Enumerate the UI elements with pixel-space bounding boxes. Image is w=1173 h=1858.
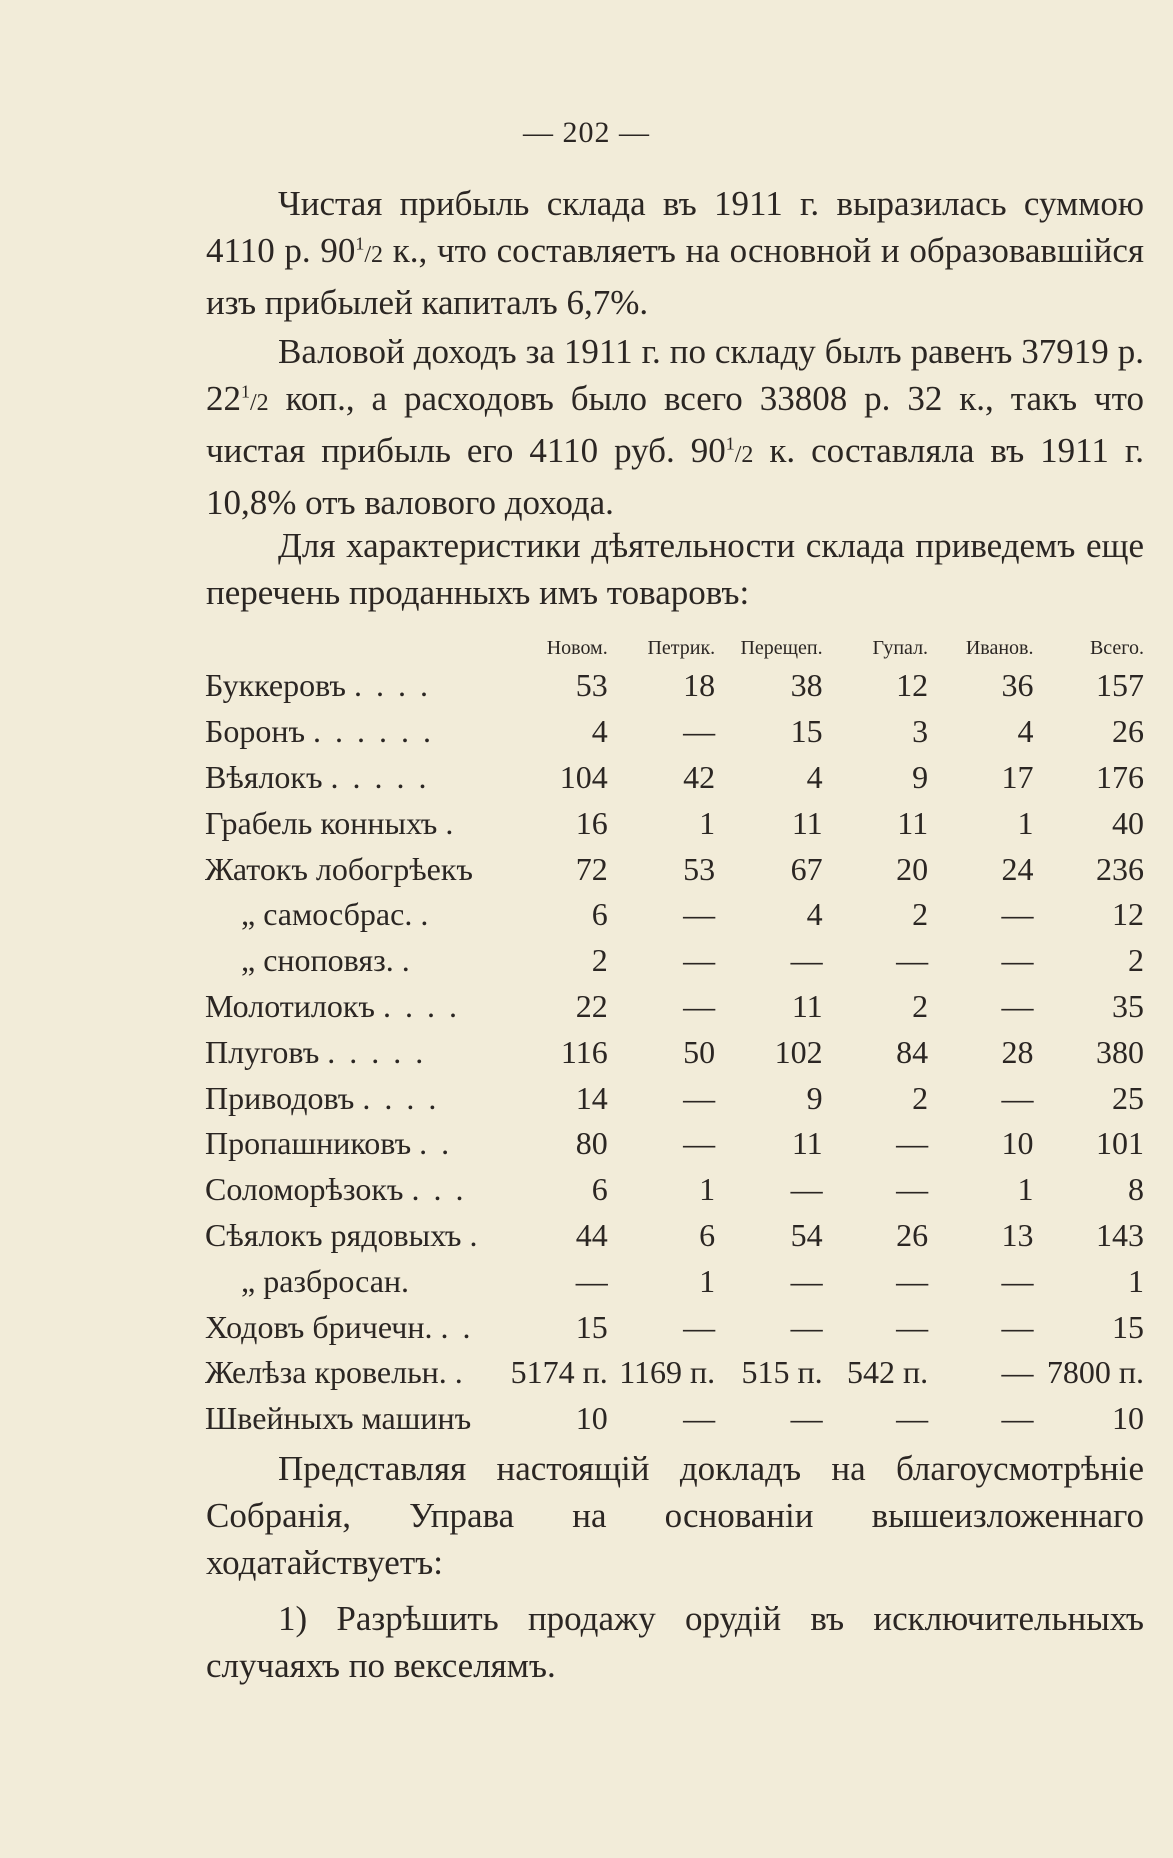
cell-value: 20 <box>896 850 929 887</box>
cell-value: 15 <box>790 713 823 750</box>
cell-value: 104 <box>559 758 608 795</box>
cell-value: 5174 п. <box>510 1354 608 1391</box>
row-name-cell <box>205 938 506 984</box>
cell-value: 10 <box>1112 1400 1144 1437</box>
cell-value: — <box>1001 1262 1034 1299</box>
cell-value: 22 <box>575 987 608 1024</box>
row-name-cell <box>205 1167 506 1213</box>
cell-value: 2 <box>591 942 608 979</box>
cell-value: 6 <box>591 1171 608 1208</box>
row-name-cell <box>205 800 506 846</box>
p4-text: Представляя настоящій докладъ на благоусмотрѣніе Собранія, Управа на основаніи вышеизложеннаго ходатайствуетъ: <box>206 1449 1144 1582</box>
cell-value: — <box>790 1400 823 1437</box>
cell-value: 3 <box>912 713 929 750</box>
cell-value: — <box>683 1125 716 1162</box>
cell-value: — <box>790 942 823 979</box>
paragraph-item-1 <box>206 1595 1144 1689</box>
cell-value: 26 <box>896 1216 929 1253</box>
cell-value: 2 <box>912 896 929 933</box>
fraction-numerator: 1 <box>725 433 735 454</box>
cell-value: 16 <box>575 804 608 841</box>
table-row <box>205 1167 1150 1213</box>
row-name-cell <box>205 1029 506 1075</box>
cell-value: 1 <box>1017 804 1034 841</box>
cell-value: 28 <box>1001 1033 1034 1070</box>
p1-text-a: Чистая прибыль склада въ 1911 г. выразилась суммою 4110 р. 90 <box>206 184 1144 270</box>
cell-value: — <box>683 1308 716 1345</box>
cell-value: — <box>896 1308 929 1345</box>
row-name: Вѣялокъ <box>205 758 323 795</box>
row-leader-dots: . . . . . <box>327 1033 427 1070</box>
p2-text-b: коп., а расходовъ было всего 33808 р. 32 к., такъ что чистая прибыль его 4110 руб. 90 <box>206 379 1144 470</box>
table-row <box>205 800 1150 846</box>
cell-value: 35 <box>1112 987 1144 1024</box>
cell-value: — <box>790 1308 823 1345</box>
row-name: „ сноповяз. <box>241 942 394 979</box>
row-name-cell <box>205 1213 506 1259</box>
cell-value: — <box>1001 1308 1034 1345</box>
cell-value: 13 <box>1001 1216 1034 1253</box>
row-leader-dots: . <box>445 804 457 841</box>
cell-value: 143 <box>1096 1216 1144 1253</box>
row-name-cell <box>205 1121 506 1167</box>
p2-text-c: к. составляла въ 1911 г. 10,8% отъ валового дохода. <box>206 431 1144 522</box>
cell-value: 24 <box>1001 850 1034 887</box>
header-col: Петрик. <box>647 636 716 659</box>
header-col: Перещеп. <box>740 636 823 659</box>
cell-value: — <box>896 1262 929 1299</box>
table-row <box>205 1213 1150 1259</box>
table-row <box>205 1121 1150 1167</box>
row-name: Пропашниковъ <box>205 1125 412 1162</box>
cell-value: 42 <box>683 758 716 795</box>
table-row <box>205 1304 1150 1350</box>
cell-value: 1 <box>699 1171 716 1208</box>
table-row <box>205 1075 1150 1121</box>
p3-text: Для характеристики дѣятельности склада приведемъ еще перечень проданныхъ имъ товаровъ: <box>206 526 1144 612</box>
cell-value: — <box>683 987 716 1024</box>
cell-value: — <box>575 1262 608 1299</box>
cell-value: 12 <box>1112 896 1144 933</box>
table-row <box>205 663 1150 709</box>
cell-value: 4 <box>806 758 823 795</box>
row-name-cell <box>205 709 506 755</box>
cell-value: 11 <box>791 1125 823 1162</box>
goods-sold-table <box>205 633 1150 1442</box>
table-row <box>205 755 1150 801</box>
row-name: Жатокъ лобогрѣекъ <box>205 850 473 887</box>
row-name-cell <box>205 1258 506 1304</box>
cell-value: — <box>1001 1079 1034 1116</box>
cell-value: 542 п. <box>846 1354 929 1391</box>
fraction-denominator: /2 <box>364 242 384 268</box>
row-name: Соломорѣзокъ <box>205 1171 404 1208</box>
row-name-cell <box>205 1350 506 1396</box>
paragraph-gross-income <box>206 328 1144 526</box>
row-name: Швейныхъ машинъ <box>205 1400 472 1437</box>
cell-value: 72 <box>575 850 608 887</box>
cell-value: 50 <box>683 1033 716 1070</box>
row-leader-dots: . . . . <box>362 1079 440 1116</box>
paragraph-net-profit <box>206 180 1144 326</box>
cell-value: 26 <box>1112 713 1144 750</box>
row-leader-dots: . . <box>419 1125 453 1162</box>
cell-value: 54 <box>790 1216 823 1253</box>
fraction-numerator: 1 <box>355 233 365 254</box>
cell-value: 4 <box>806 896 823 933</box>
cell-value: 11 <box>897 804 929 841</box>
page-number: — 202 — <box>523 116 650 149</box>
row-leader-dots: . <box>454 1354 466 1391</box>
cell-value: 15 <box>575 1308 608 1345</box>
cell-value: — <box>1001 987 1034 1024</box>
cell-value: 9 <box>912 758 929 795</box>
row-name: Желѣза кровельн. <box>205 1354 447 1391</box>
table-row <box>205 1029 1150 1075</box>
cell-value: — <box>683 896 716 933</box>
cell-value: 67 <box>790 850 823 887</box>
row-name-cell <box>205 846 506 892</box>
row-name-cell <box>205 1075 506 1121</box>
cell-value: 40 <box>1112 804 1144 841</box>
cell-value: 101 <box>1096 1125 1144 1162</box>
cell-value: 11 <box>791 987 823 1024</box>
cell-value: 53 <box>683 850 716 887</box>
row-name-cell <box>205 1304 506 1350</box>
row-name: Сѣялокъ рядовыхъ <box>205 1216 462 1253</box>
row-leader-dots: . . . . . <box>330 758 430 795</box>
cell-value: 80 <box>575 1125 608 1162</box>
cell-value: 8 <box>1128 1171 1144 1208</box>
row-name: Грабель конныхъ <box>205 804 438 841</box>
cell-value: — <box>790 1171 823 1208</box>
cell-value: 1 <box>699 804 716 841</box>
cell-value: 84 <box>896 1033 929 1070</box>
cell-value: — <box>896 1171 929 1208</box>
cell-value: — <box>683 1079 716 1116</box>
cell-value: 2 <box>1128 942 1144 979</box>
table-row <box>205 846 1150 892</box>
cell-value: — <box>1001 1354 1034 1391</box>
row-name-cell <box>205 892 506 938</box>
table-row <box>205 892 1150 938</box>
cell-value: 1 <box>1128 1262 1144 1299</box>
cell-value: 7800 п. <box>1046 1354 1144 1391</box>
cell-value: 102 <box>774 1033 823 1070</box>
row-name-cell <box>205 1396 506 1442</box>
cell-value: 515 п. <box>741 1354 823 1391</box>
cell-value: 1169 п. <box>619 1354 716 1391</box>
table-row <box>205 709 1150 755</box>
cell-value: 18 <box>683 667 716 704</box>
cell-value: 236 <box>1096 850 1144 887</box>
fraction-numerator: 1 <box>241 381 250 402</box>
table-row <box>205 938 1150 984</box>
cell-value: 4 <box>1017 713 1034 750</box>
row-name: „ самосбрас. <box>241 896 413 933</box>
cell-value: — <box>1001 1400 1034 1437</box>
cell-value: 9 <box>806 1079 823 1116</box>
cell-value: 6 <box>591 896 608 933</box>
cell-value: 10 <box>1001 1125 1034 1162</box>
cell-value: — <box>683 942 716 979</box>
cell-value: 15 <box>1112 1308 1144 1345</box>
table-row <box>205 984 1150 1030</box>
row-name: Боронъ <box>205 713 306 750</box>
row-leader-dots: . . <box>440 1308 474 1345</box>
header-name-cell <box>205 633 506 663</box>
row-name: Плуговъ <box>205 1033 320 1070</box>
cell-value: 4 <box>591 713 608 750</box>
cell-value: — <box>1001 896 1034 933</box>
cell-value: 36 <box>1001 667 1034 704</box>
cell-value: 53 <box>575 667 608 704</box>
p1-text-b: к., что составляетъ на основной и образовавшійся изъ прибылей капиталъ 6,7%. <box>206 231 1144 322</box>
row-leader-dots: . . . . <box>382 987 460 1024</box>
cell-value: 17 <box>1001 758 1034 795</box>
cell-value: 11 <box>791 804 823 841</box>
row-name: „ разбросан. <box>241 1262 410 1299</box>
cell-value: 12 <box>896 667 929 704</box>
cell-value: — <box>896 942 929 979</box>
fraction-denominator: /2 <box>250 390 269 416</box>
table-header-row <box>205 633 1150 663</box>
cell-value: 2 <box>912 1079 929 1116</box>
header-col: Иванов. <box>965 636 1034 659</box>
header-col: Гупал. <box>872 636 929 659</box>
header-col: Новом. <box>546 636 608 659</box>
row-name-cell <box>205 663 506 709</box>
cell-value: 380 <box>1096 1033 1144 1070</box>
cell-value: 10 <box>575 1400 608 1437</box>
cell-value: 1 <box>699 1262 716 1299</box>
cell-value: — <box>1001 942 1034 979</box>
row-name: Ходовъ бричечн. <box>205 1308 433 1345</box>
cell-value: — <box>790 1262 823 1299</box>
table-row <box>205 1258 1150 1304</box>
paragraph-petition <box>206 1445 1144 1586</box>
row-name-cell <box>205 984 506 1030</box>
cell-value: 116 <box>560 1033 608 1070</box>
row-leader-dots: . <box>401 942 413 979</box>
cell-value: 1 <box>1017 1171 1034 1208</box>
cell-value: 157 <box>1096 667 1144 704</box>
row-leader-dots: . . . . <box>353 667 431 704</box>
cell-value: — <box>896 1125 929 1162</box>
cell-value: — <box>683 713 716 750</box>
row-leader-dots: . <box>420 896 432 933</box>
fraction-denominator: /2 <box>734 442 754 468</box>
table-row <box>205 1350 1150 1396</box>
cell-value: 14 <box>575 1079 608 1116</box>
cell-value: — <box>683 1400 716 1437</box>
p5-text: 1) Разрѣшить продажу орудій въ исключительныхъ случаяхъ по векселямъ. <box>206 1599 1144 1685</box>
cell-value: 44 <box>575 1216 608 1253</box>
cell-value: 176 <box>1096 758 1144 795</box>
row-leader-dots: . . . . . . <box>313 713 435 750</box>
cell-value: — <box>896 1400 929 1437</box>
row-name: Молотилокъ <box>205 987 375 1024</box>
cell-value: 2 <box>912 987 929 1024</box>
header-col: Всего. <box>1089 636 1144 659</box>
cell-value: 38 <box>790 667 823 704</box>
row-name: Приводовъ <box>205 1079 355 1116</box>
p2-text-a: Валовой доходъ за 1911 г. по складу былъ равенъ 37919 р. 22 <box>206 332 1144 418</box>
paragraph-intro-table <box>206 522 1144 616</box>
row-name-cell <box>205 755 506 801</box>
row-leader-dots: . . . <box>411 1171 467 1208</box>
cell-value: 25 <box>1112 1079 1144 1116</box>
cell-value: 6 <box>699 1216 716 1253</box>
row-name: Буккеровъ <box>205 667 346 704</box>
table-row <box>205 1396 1150 1442</box>
row-leader-dots: . <box>469 1216 481 1253</box>
